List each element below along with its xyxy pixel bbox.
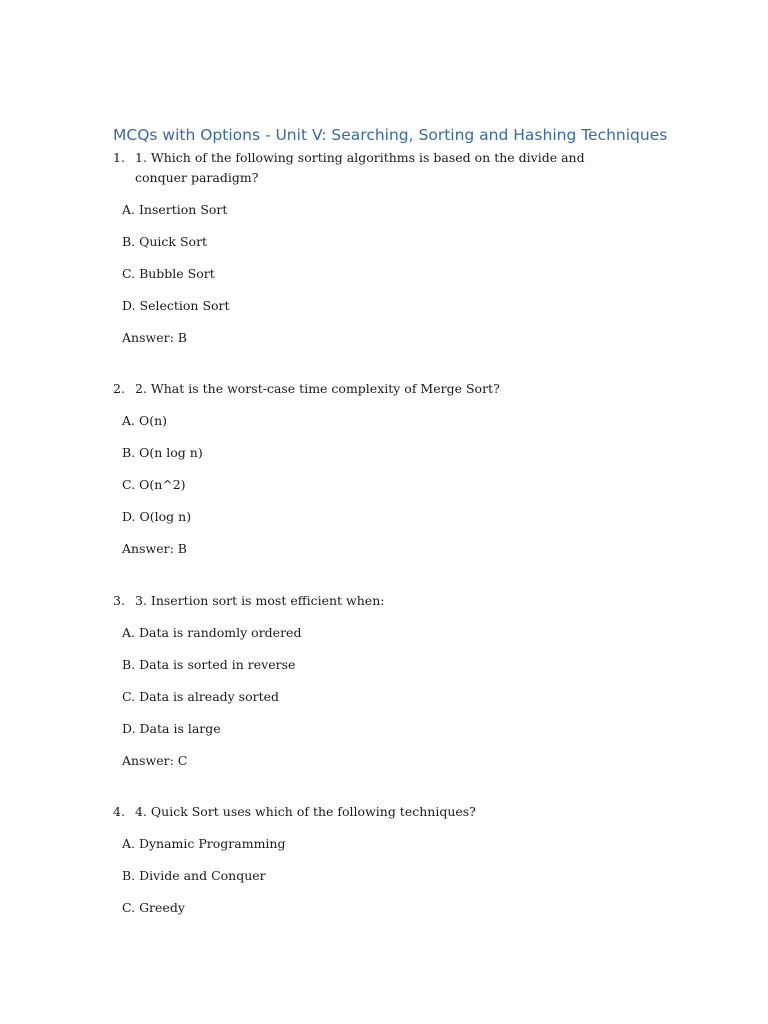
question-number: 2. xyxy=(113,381,125,396)
option-c: C. Data is already sorted xyxy=(122,689,280,704)
option-c: C. O(n^2) xyxy=(122,477,186,492)
page-title: MCQs with Options - Unit V: Searching, Sorting and Hashing Techniques xyxy=(113,126,668,144)
option-c: C. Bubble Sort xyxy=(122,266,215,281)
question-text: 2. What is the worst-case time complexity of Merge Sort? xyxy=(135,381,500,396)
option-b: B. Data is sorted in reverse xyxy=(122,657,296,672)
answer: Answer: C xyxy=(122,753,188,768)
option-d: D. Data is large xyxy=(122,721,221,736)
question-number: 1. xyxy=(113,150,125,165)
option-b: B. Quick Sort xyxy=(122,234,208,249)
question-number: 4. xyxy=(113,804,125,819)
option-a: A. Data is randomly ordered xyxy=(122,625,302,640)
option-a: A. O(n) xyxy=(122,413,168,428)
option-b: B. Divide and Conquer xyxy=(122,868,266,883)
question-text: 1. Which of the following sorting algorithms is based on the divide and conquer paradigm? xyxy=(135,150,585,185)
question-text: 4. Quick Sort uses which of the following techniques? xyxy=(135,804,476,819)
answer: Answer: B xyxy=(122,541,187,556)
option-d: D. O(log n) xyxy=(122,509,192,524)
question-text: 3. Insertion sort is most efficient when: xyxy=(135,593,385,608)
option-b: B. O(n log n) xyxy=(122,445,203,460)
option-a: A. Insertion Sort xyxy=(122,202,228,217)
question-number: 3. xyxy=(113,593,125,608)
answer: Answer: B xyxy=(122,330,187,345)
option-c: C. Greedy xyxy=(122,900,185,915)
option-a: A. Dynamic Programming xyxy=(122,836,286,851)
option-d: D. Selection Sort xyxy=(122,298,230,313)
